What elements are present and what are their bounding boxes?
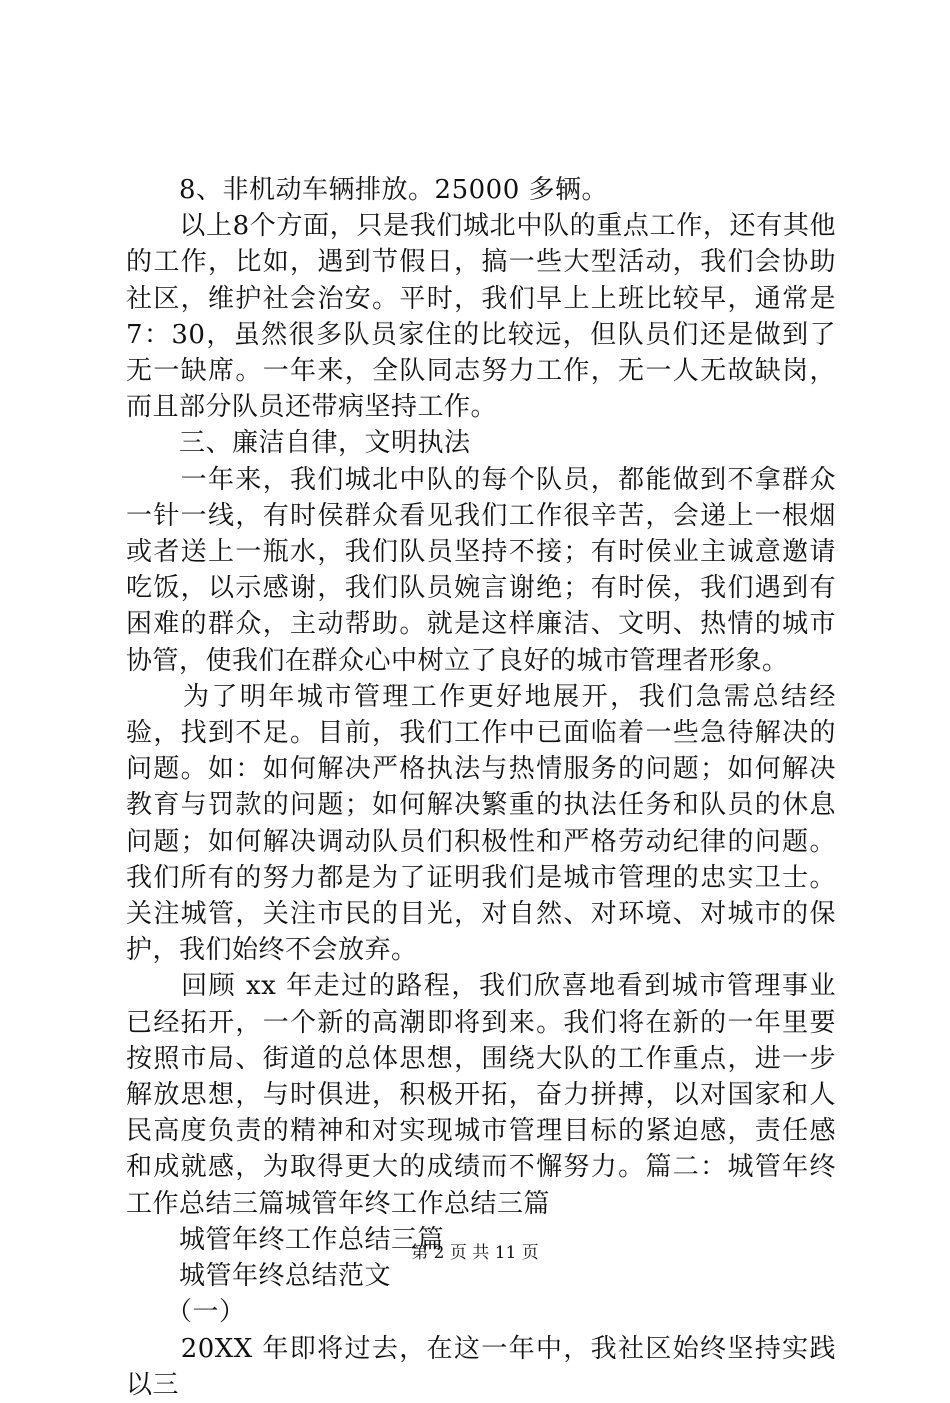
document-body bbox=[126, 172, 845, 1403]
page-number-footer: 第 2 页 共 11 页 bbox=[411, 1243, 539, 1263]
paragraph: 8、非机动车辆排放。25000 多辆。 bbox=[126, 175, 609, 205]
sub-title: 城管年终总结范文 bbox=[126, 1261, 392, 1292]
paragraph: 为了明年城市管理工作更好地展开，我们急需总结经验，找到不足。目前，我们工作中已面临着一些急待解决的问题。如：如何解决严格执法与热情服务的问题；如何解决教育与罚款的问题；如何解决繁重的执法任务和队员的休息问题；如何解决调动队员们积极性和严格劳动纪律的问题。我们所有的努力都是为了证明我们是城市管理的忠实卫士。关注城管，关注市民的目光，对自然、对环境、对城市的保护，我们始终不会放弃。 bbox=[126, 681, 836, 966]
sub-title: 城管年终工作总结三篇 bbox=[126, 1224, 445, 1255]
paragraph: 以上8个方面，只是我们城北中队的重点工作，还有其他的工作，比如，遇到节假日，搞一些大型活动，我们会协助社区，维护社会治安。平时，我们早上上班比较早，通常是 7：30，虽然很多队员家住的比较远，但队员们还是做到了无一缺席。一年来，全队同志努力工作，无一人无故缺岗，而且部分队员还带病坚持工作。 bbox=[126, 211, 845, 423]
section-number: （一） bbox=[126, 1297, 246, 1328]
paragraph: 一年来，我们城北中队的每个队员，都能做到不拿群众一针一线，有时侯群众看见我们工作很辛苦，会递上一根烟或者送上一瓶水，我们队员坚持不接；有时侯业主诚意邀请吃饭，以示感谢，我们队员婉言谢绝；有时侯，我们遇到有困难的群众，主动帮助。就是这样廉洁、文明、热情的城市协管，使我们在群众心中树立了良好的城市管理者形象。 bbox=[126, 464, 836, 676]
paragraph: 20XX 年即将过去，在这一年中，我社区始终坚持实践以三 bbox=[126, 1333, 836, 1400]
section-heading: 三、廉洁自律，文明执法 bbox=[126, 428, 471, 459]
paragraph: 回顾 xx 年走过的路程，我们欣喜地看到城市管理事业已经拓开，一个新的高潮即将到来。我们将在新的一年里要按照市局、街道的总体思想，围绕大队的工作重点，进一步解放思想，与时俱进，积极开拓，奋力拼搏，以对国家和人民高度负责的精神和对实现城市管理目标的紧迫感，责任感和成就感，为取得更大的成绩而不懈努力。篇二：城管年终工作总结三篇城管年终工作总结三篇 bbox=[126, 971, 836, 1219]
